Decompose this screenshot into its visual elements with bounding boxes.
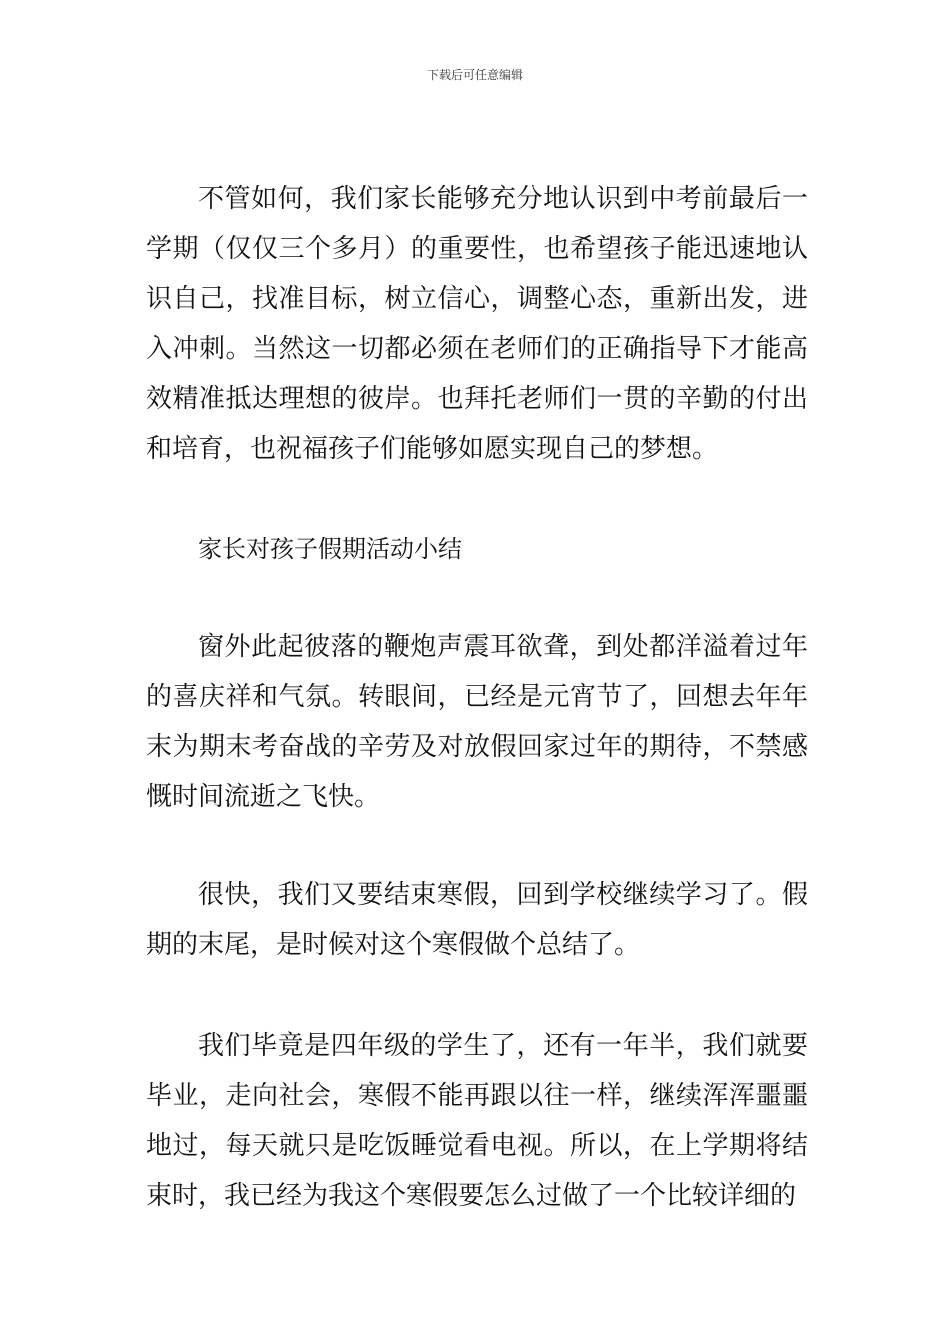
section-heading-block — [146, 524, 808, 574]
section-heading: 家长对孩子假期活动小结 — [198, 535, 462, 563]
paragraph-3-block — [146, 870, 808, 970]
paragraph-1: 不管如何，我们家长能够充分地认识到中考前最后一学期（仅仅三个多月）的重要性，也希望孩子能迅速地认识自己，找准目标，树立信心，调整心态，重新出发，进入冲刺。当然这一切都必须在老师们的正确指导下才能高效精准抵达理想的彼岸。也拜托老师们一贯的辛勤的付出和培育，也祝福孩子们能够如愿实现自己的梦想。 — [146, 184, 808, 464]
paragraph-1-block — [146, 174, 808, 474]
paragraph-3: 很快，我们又要结束寒假，回到学校继续学习了。假期的末尾，是时候对这个寒假做个总结了。 — [146, 880, 808, 960]
paragraph-4-block — [146, 1021, 808, 1221]
paragraph-4: 我们毕竟是四年级的学生了，还有一年半，我们就要毕业，走向社会，寒假不能再跟以往一样，继续浑浑噩噩地过，每天就只是吃饭睡觉看电视。所以，在上学期将结束时，我已经为我这个寒假要怎么过做了一个比较详细的 — [146, 1031, 808, 1211]
paragraph-2: 窗外此起彼落的鞭炮声震耳欲聋，到处都洋溢着过年的喜庆祥和气氛。转眼间，已经是元宵节了，回想去年年末为期末考奋战的辛劳及对放假回家过年的期待，不禁感慨时间流逝之飞快。 — [146, 632, 808, 812]
header-note: 下载后可任意编辑 — [426, 68, 523, 82]
paragraph-2-block — [146, 622, 808, 822]
